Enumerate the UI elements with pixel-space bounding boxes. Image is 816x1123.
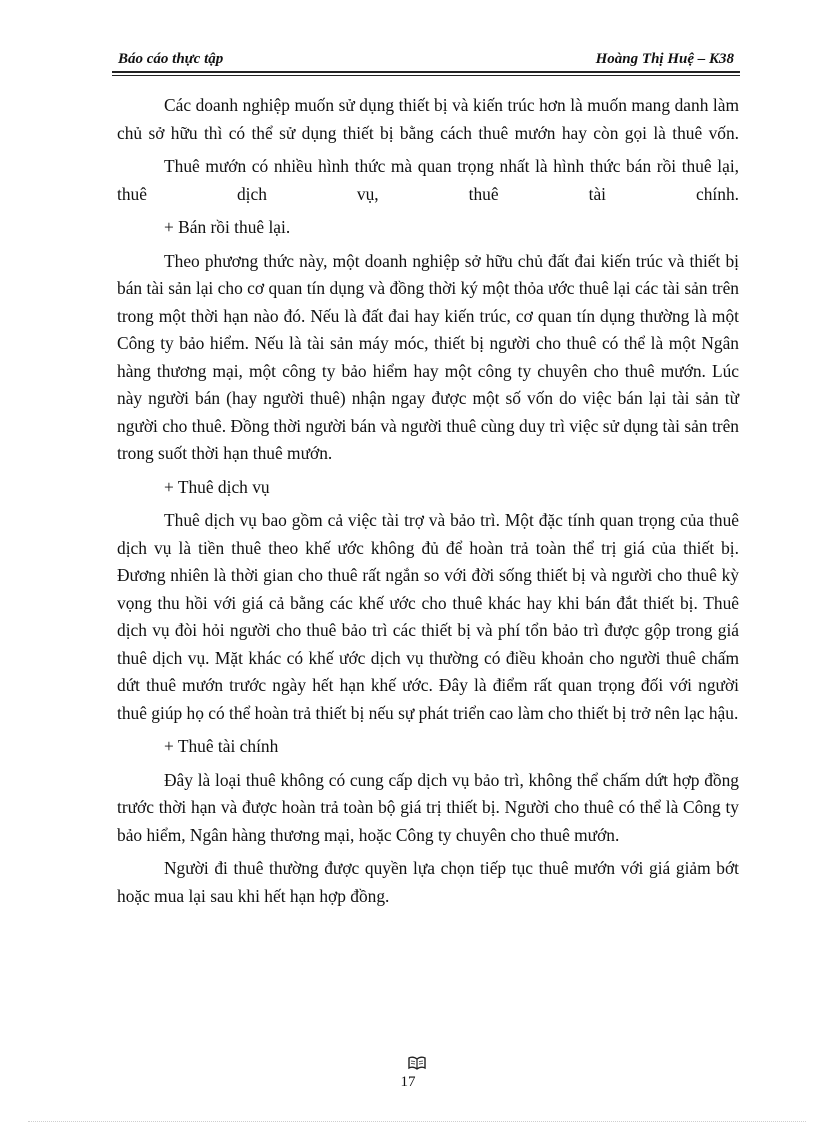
heading-service-lease: + Thuê dịch vụ bbox=[164, 476, 270, 497]
paragraph-service-lease: Thuê dịch vụ bao gồm cả việc tài trợ và bảo trì. Một đặc tính quan trọng của thuê dịch vụ là tiền thuê theo khế ước không đủ để hoàn trả toàn thể trị giá của thiết bị. Đương nhiên là thời gian cho thuê rất ngắn so với đời sống thiết bị và người cho thuê kỳ vọng thu hồi với giá cả bằng các khế ước cho thuê khác hay khi bán đắt thiết bị. Thuê dịch vụ đòi hỏi người cho thuê bảo trì các thiết bị và phí tổn bảo trì được gộp trong giá thuê dịch vụ. Mặt khác có khế ước dịch vụ thường có điều khoản cho người thuê chấm dứt thuê mướn trước ngày hết hạn khế ước. Đây là điểm rất quan trọng đối với người thuê giúp họ có thể hoàn trả thiết bị nếu sự phát triển cao làm cho thiết bị trở nên lạc hậu. bbox=[117, 510, 739, 723]
heading-sale-leaseback: + Bán rồi thuê lại. bbox=[164, 217, 291, 237]
header-rule-thick bbox=[112, 71, 740, 73]
book-icon bbox=[407, 1056, 427, 1070]
paragraph-intro: Các doanh nghiệp muốn sử dụng thiết bị và kiến trúc hơn là muốn mang danh làm chủ sở hữu thì có thể sử dụng thiết bị bằng cách thuê mướn hay còn gọi là thuê vốn. bbox=[117, 95, 739, 143]
page-number: 17 bbox=[400, 1074, 416, 1090]
page-bottom-border bbox=[28, 1121, 806, 1122]
header-report-title: Báo cáo thực tập bbox=[118, 51, 224, 67]
paragraph-lessee-options: Người đi thuê thường được quyền lựa chọn tiếp tục thuê mướn với giá giảm bớt hoặc mua lại sau khi hết hạn hợp đồng. bbox=[117, 858, 739, 906]
page-body bbox=[117, 92, 739, 916]
paragraph-sale-leaseback: Theo phương thức này, một doanh nghiệp sở hữu chủ đất đai kiến trúc và thiết bị bán tài sản lại cho cơ quan tín dụng và đồng thời ký một thỏa ước thuê lại các tài sản trên trong một thời hạn nào đó. Nếu là đất đai hay kiến trúc, cơ quan tín dụng thường là một Công ty bảo hiểm. Nếu là tài sản máy móc, thiết bị người cho thuê có thể là một Ngân hàng thương mại, một công ty bảo hiểm hay một công ty chuyên cho thuê mướn. Lúc này người bán (hay người thuê) nhận ngay được một số vốn do việc bán lại tài sản từ người cho thuê. Đồng thời người bán và người thuê cùng duy trì việc sử dụng tài sản trên trong suốt thời hạn thuê mướn. bbox=[117, 250, 739, 463]
paragraph-financial-lease: Đây là loại thuê không có cung cấp dịch vụ bảo trì, không thể chấm dứt hợp đồng trước thời hạn và được hoàn trả toàn bộ giá trị thiết bị. Người cho thuê có thể là Công ty bảo hiểm, Ngân hàng thương mại, hoặc Công ty chuyên cho thuê mướn. bbox=[117, 769, 739, 845]
paragraph-lease-forms: Thuê mướn có nhiều hình thức mà quan trọng nhất là hình thức bán rồi thuê lại, thuê dịch vụ, thuê tài chính. bbox=[117, 156, 739, 204]
header-rule-thin bbox=[112, 75, 740, 76]
header-author: Hoàng Thị Huệ – K38 bbox=[595, 51, 734, 67]
page-header bbox=[112, 49, 740, 73]
heading-financial-lease: + Thuê tài chính bbox=[164, 736, 279, 756]
